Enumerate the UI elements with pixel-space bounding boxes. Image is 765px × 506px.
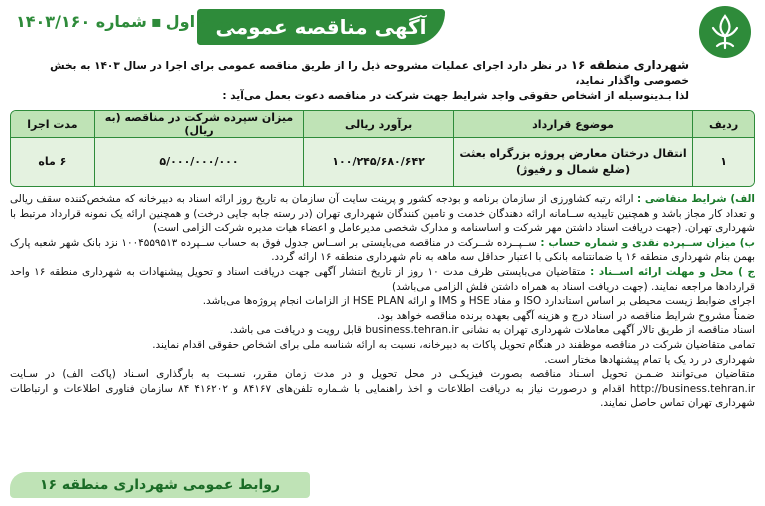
paragraph-hse: اجرای ضوابط زیست محیطی بر اساس استاندارد ISO و مفاد HSE و IMS و ارائه HSE PLAN از الزامات انجام پروژه‌ها می‌باشد.: [202, 295, 755, 308]
col-row: ردیف: [692, 111, 754, 138]
section-b-text: ســپــرده شــرکت در مناقصه می‌بایستی بر اســاس جدول فوق به حساب ســپرده ۱۰۰۴۵۵۹۵۱۳ نزد بانک شهر شعبه پارک بهمن بنام شهرداری منطقه ۱۶ یا ضمانتنامه بانکی با اعتبار حداقل سه ماهه به نام شهرداری منطقه ۱۶ ارائه گردد.: [10, 236, 755, 264]
header: [10, 6, 755, 56]
section-c-label: ج ) محل و مهلت ارائه اســناد :: [590, 265, 755, 278]
conditions-text: [10, 192, 755, 411]
paragraph-rejection: شهرداری در رد یک یا تمام پیشنهادها مختار است.: [544, 353, 755, 366]
contract-table: [10, 110, 755, 187]
col-deposit: میزان سپرده شرکت در مناقصه (به ریال): [94, 111, 303, 138]
cell-subject: [453, 138, 692, 186]
intro-line-1: در نظر دارد اجرای عملیات مشروحه ذیل را از طریق مناقصه عمومی برای اجرا در سال ۱۴۰۳ به بخش خصوصی واگذار نماید،: [50, 60, 689, 87]
table-row: [11, 138, 754, 186]
cell-duration: ۶ ماه: [11, 138, 94, 186]
public-relations-footer: روابط عمومی شهرداری منطقه ۱۶: [10, 472, 310, 498]
subject-line-2: (ضلع شمال و رفیوژ): [515, 163, 631, 176]
tehran-municipality-logo-icon: [699, 6, 751, 58]
paragraph-documents-link: اسناد مناقصه از طریق تالار آگهی معاملات شهرداری تهران به نشانی business.tehran.ir قابل رویت و دریافت می باشد.: [229, 324, 755, 337]
subject-line-1: انتقال درختان معارض پروژه بزرگراه بعثت: [459, 147, 687, 160]
section-b: [10, 236, 755, 265]
org-name: شهرداری منطقه ۱۶: [570, 58, 689, 72]
col-duration: مدت اجرا: [11, 111, 94, 138]
paragraph-national-id: تمامی متقاضیان شرکت در مناقصه موظفند در هنگام تحویل پاکات به دبیرخانه، نسبت به ارائه شناسه ملی برای اشخاص حقوقی اقدام نمایند.: [152, 338, 755, 351]
section-a-label: الف) شرایط متقاضی :: [636, 193, 755, 205]
round-and-number: نوبت اول▪شماره ۱۴۰۳/۱۶۰: [16, 12, 240, 31]
section-b-label: ب) میزان ســپرده نقدی و شماره حساب :: [540, 236, 755, 249]
section-a: [10, 192, 755, 236]
section-a-text: ارائه رتبه کشاورزی از سازمان برنامه و بودجه کشور و پرینت سایت آن سازمان به تاریخ روز ارائه اسناد به دبیرخانه که مشخص‌کننده سقف ریالی و تعداد کار مجاز باشد و همچنین تاییدیه ســامانه ارائه دهندگان خدمت و تامین کنندگان شهرداری تهران (در رسته جابه جایی درخت) و همچنین ارائه یک نمونه قرارداد مرتبط با شهرداری تهران. (جهت دریافت اسناد داشتن مهر شرکت و اساسنامه و مدارک شخصی مدیرعامل و اعضاء هیات مدیره شرکت الزامی است): [10, 193, 755, 235]
table-header-row: [11, 111, 754, 138]
col-estimate: برآورد ریالی: [303, 111, 453, 138]
cell-row: ۱: [692, 138, 754, 186]
cell-deposit: ۵/۰۰۰/۰۰۰/۰۰۰: [94, 138, 303, 186]
notice-number: شماره ۱۴۰۳/۱۶۰: [16, 12, 147, 31]
section-c-text: متقاضیان می‌بایستی ظرف مدت ۱۰ روز از تاریخ انتشار آگهی جهت دریافت اسناد و تحویل پیشنهادات به شهرداری منطقه ۱۶ واحد قراردادها مراجعه نمایند. (جهت دریافت اسناد به همراه داشتن فلش الزامی می‌باشد): [10, 265, 755, 293]
round-label: نوبت اول: [165, 12, 240, 31]
intro-paragraph: [10, 58, 755, 104]
cell-estimate: ۱۰۰/۲۴۵/۶۸۰/۶۴۲: [303, 138, 453, 186]
col-subject: موضوع قرارداد: [453, 111, 692, 138]
section-c: [10, 265, 755, 294]
intro-line-2: لذا بـدینوسیله از اشخاص حقوقی واجد شرایط جهت شرکت در مناقصه دعوت بعمل می‌آید :: [222, 90, 689, 102]
paragraph-ad-cost: ضمناً مشروح شرایط مناقصه در اسناد درج و هزینه آگهی بعهده برنده مناقصه خواهد بود.: [376, 309, 755, 322]
paragraph-upload: متقاضیان می‌توانند ضـمـن تحویل اسـناد مناقصه بصورت فیزیکـی در محل تحویل و در مدت زمان مقرر، نسـبت به بارگذاری اسـناد (پاکت الف) در سـایت http://business.tehran.ir اقدام و درصورت نیاز به دریافت اطلاعات و اخذ راهنمایی با شـماره تلفن‌های ۸۴۱۶۷ و ۴۱۶۲۰۲ ۸۴ سازمان فناوری اطلاعات و ارتباطات شهرداری تهران تماس حاصل نمایند.: [10, 368, 755, 410]
page-title: آگهی مناقصه عمومی: [197, 9, 445, 45]
